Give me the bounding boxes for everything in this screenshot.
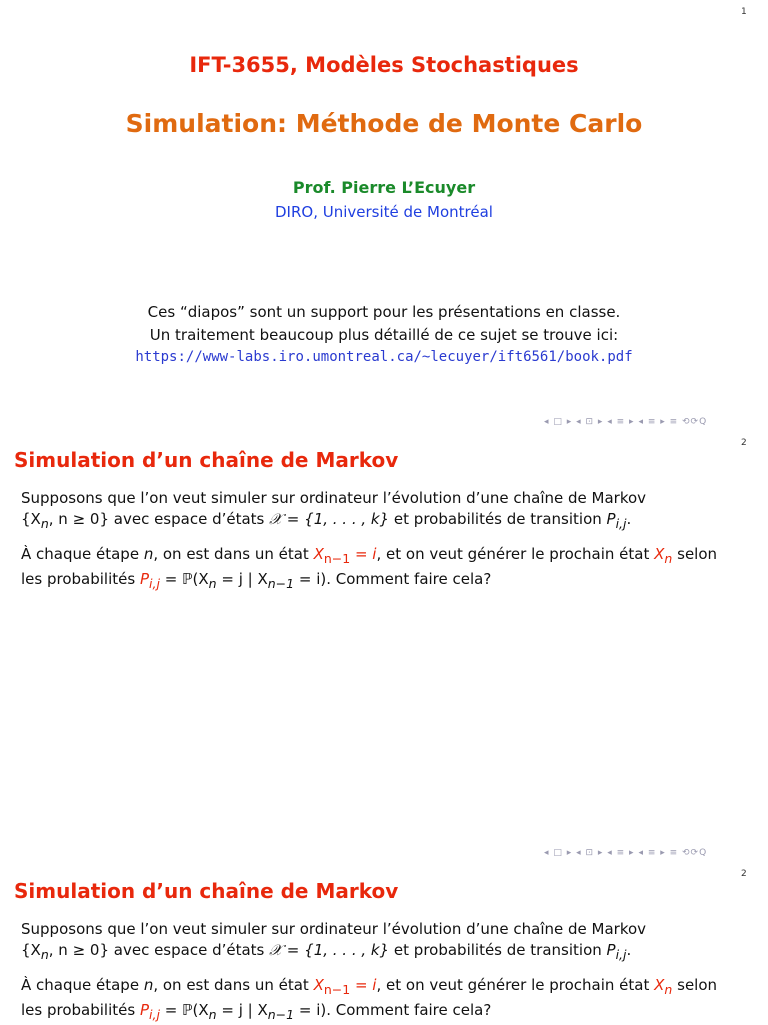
- page-number: 2: [741, 869, 747, 879]
- paragraph-2: [21, 975, 756, 1025]
- slide-heading: Simulation d’un chaîne de Markov: [14, 879, 399, 903]
- paragraph-2-line-1: À chaque étape n, on est dans un état $X_{n-1} = i$, et on veut générer le prochain état $X_n$ selon: [21, 976, 718, 997]
- paragraph-2-line-2: les probabilités $P_{i,j}$ = $ℙ(X_n = j$ | $X_{n-1} = i$). Comment faire cela?: [21, 570, 492, 591]
- paragraph-1-line-2: {$X_n$, n ≥ 0} avec espace d’états 𝒳 = {1, . . . , k} et probabilités de transition $P_{i,j}$.: [21, 941, 632, 962]
- course-title: IFT-3655, Modèles Stochastiques: [189, 53, 579, 77]
- paragraph-2-line-1: À chaque étape n, on est dans un état $X_{n-1} = i$, et on veut générer le prochain état $X_n$ selon: [21, 545, 718, 566]
- paragraph-1: [21, 488, 756, 534]
- paragraph-1-line-1: Supposons que l’on veut simuler sur ordinateur l’évolution d’une chaîne de Markov: [21, 489, 647, 507]
- page-number: 1: [741, 7, 747, 17]
- paragraph-2: [21, 544, 756, 594]
- paragraph-1: [21, 919, 756, 965]
- paragraph-1-line-2: {$X_n$, n ≥ 0} avec espace d’états 𝒳 = {1, . . . , k} et probabilités de transition $P_{i,j}$.: [21, 510, 632, 531]
- author: Prof. Pierre L’Ecuyer: [292, 178, 476, 197]
- book-link[interactable]: https://www-labs.iro.umontreal.ca/~lecuyer/ift6561/book.pdf: [135, 349, 633, 365]
- affiliation: DIRO, Université de Montréal: [275, 203, 493, 221]
- slide-heading: Simulation d’un chaîne de Markov: [14, 448, 399, 472]
- paragraph-1-line-1: Supposons que l’on veut simuler sur ordinateur l’évolution d’une chaîne de Markov: [21, 920, 647, 938]
- paragraph-2-line-2: les probabilités $P_{i,j}$ = $ℙ(X_n = j$ | $X_{n-1} = i$). Comment faire cela?: [21, 1001, 492, 1022]
- navigation-symbols[interactable]: ◂ □ ▸ ◂ ⊡ ▸ ◂ ≡ ▸ ◂ ≡ ▸ ≡ ⟲⟳Q: [544, 848, 708, 858]
- navigation-symbols[interactable]: ◂ □ ▸ ◂ ⊡ ▸ ◂ ≡ ▸ ◂ ≡ ▸ ≡ ⟲⟳Q: [544, 417, 708, 427]
- page-number: 2: [741, 438, 747, 448]
- note-line-1: Ces “diapos” sont un support pour les présentations en classe.: [147, 303, 621, 321]
- slide-title: Simulation: Méthode de Monte Carlo: [125, 109, 643, 138]
- note-line-2: Un traitement beaucoup plus détaillé de ce sujet se trouve ici:: [149, 326, 619, 344]
